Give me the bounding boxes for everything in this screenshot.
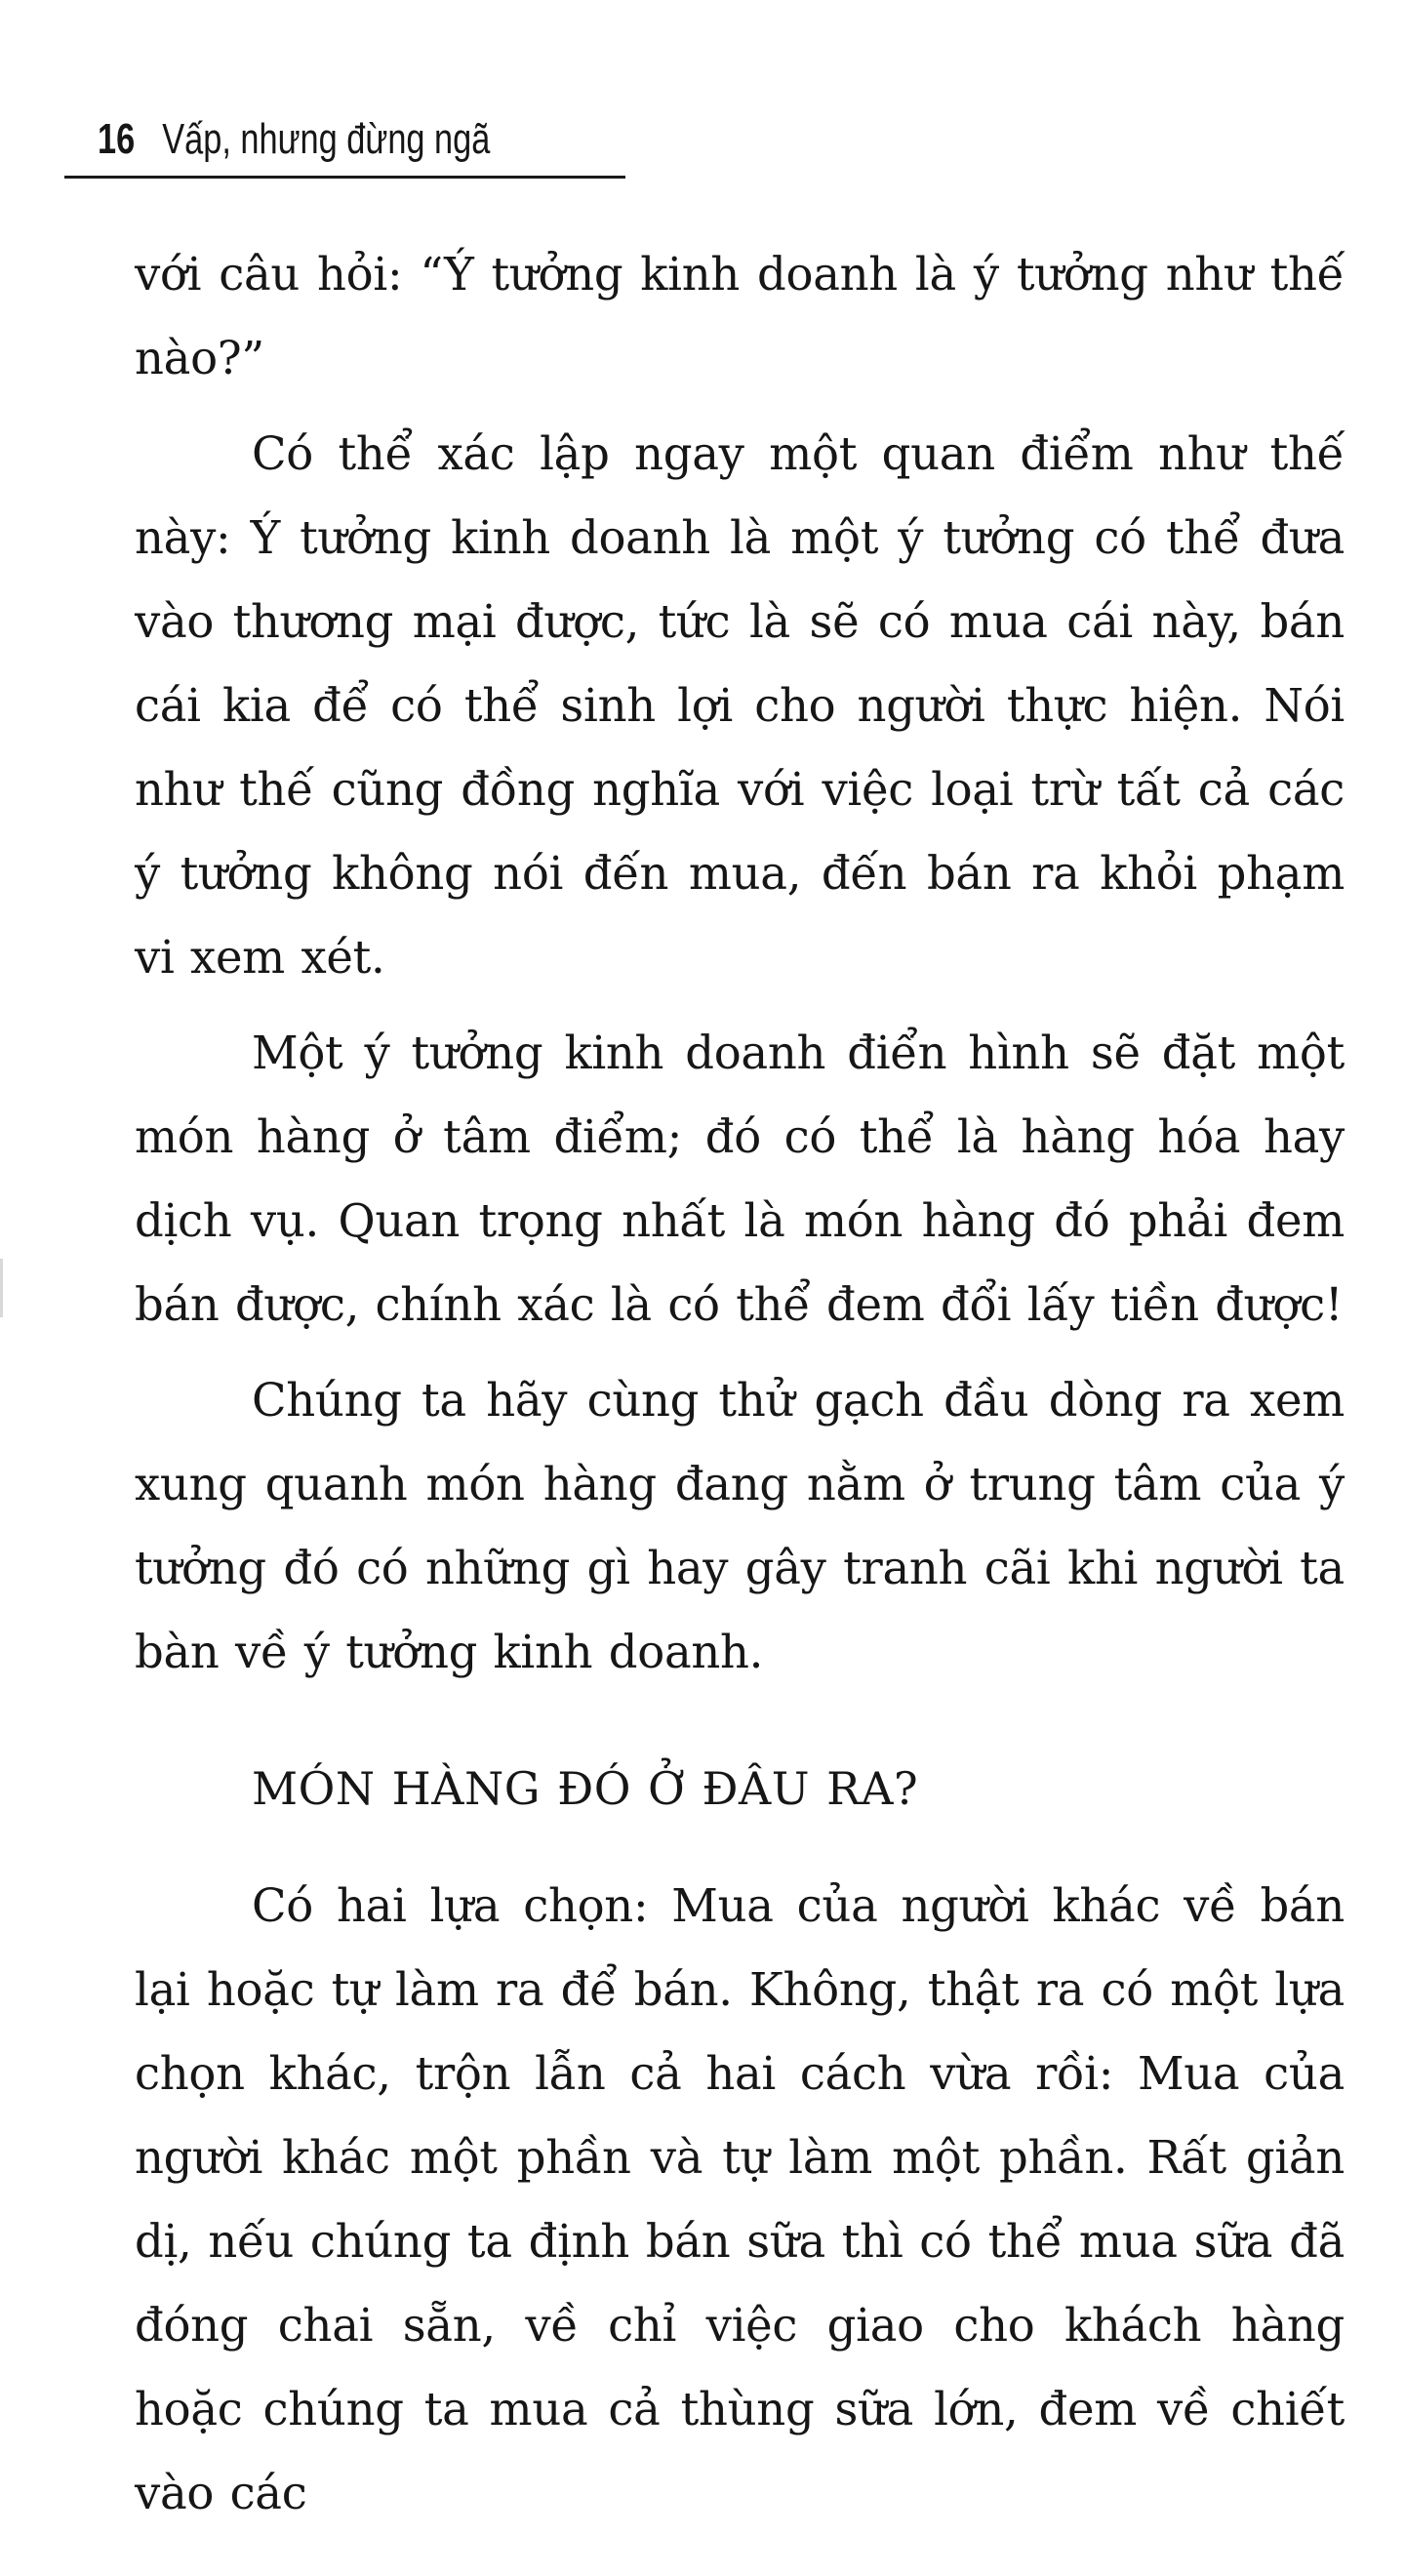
running-header [98, 115, 490, 164]
paragraph-continuation: với câu hỏi: “Ý tưởng kinh doanh là ý tưởng như thế nào?” [135, 248, 1345, 384]
page-number: 16 [98, 115, 136, 163]
paragraph: Có hai lựa chọn: Mua của người khác về bán lại hoặc tự làm ra để bán. Không, thật ra có một lựa chọn khác, trộn lẫn cả hai cách vừa rồi: Mua của người khác một phần và tự làm một phần. Rất giản dị, nếu chúng ta định bán sữa thì có thể mua sữa đã đóng chai sẵn, về chỉ việc giao cho khách hàng hoặc chúng ta mua cả thùng sữa lớn, đem về chiết vào các [135, 1879, 1345, 2519]
paragraph: Có thể xác lập ngay một quan điểm như thế này: Ý tưởng kinh doanh là một ý tưởng có thể đưa vào thương mại được, tức là sẽ có mua cái này, bán cái kia để có thể sinh lợi cho người thực hiện. Nói như thế cũng đồng nghĩa với việc loại trừ tất cả các ý tưởng không nói đến mua, đến bán ra khỏi phạm vi xem xét. [135, 427, 1345, 984]
running-title: Vấp, nhưng đừng ngã [162, 115, 491, 163]
body-text [135, 232, 1345, 2535]
section-heading: MÓN HÀNG ĐÓ Ở ĐÂU RA? [252, 1762, 919, 1815]
header-rule [64, 176, 625, 179]
scan-edge-mark [0, 1259, 3, 1317]
paragraph: Một ý tưởng kinh doanh điển hình sẽ đặt một món hàng ở tâm điểm; đó có thể là hàng hóa hay dịch vụ. Quan trọng nhất là món hàng đó phải đem bán được, chính xác là có thể đem đổi lấy tiền được! [135, 1026, 1345, 1331]
paragraph: Chúng ta hãy cùng thử gạch đầu dòng ra xem xung quanh món hàng đang nằm ở trung tâm của ý tưởng đó có những gì hay gây tranh cãi khi người ta bàn về ý tưởng kinh doanh. [135, 1374, 1345, 1678]
